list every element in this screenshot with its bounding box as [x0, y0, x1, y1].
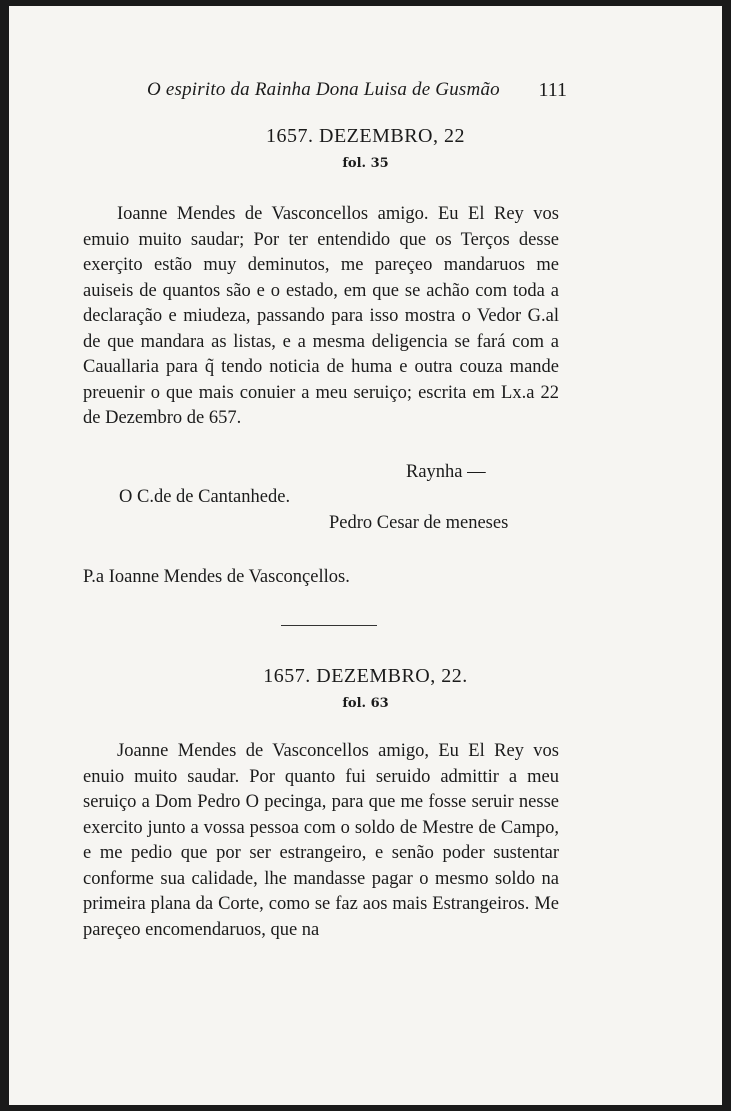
entry-heading: 1657. DEZEMBRO, 22: [266, 125, 465, 147]
book-page: [9, 6, 722, 1105]
letter-body: Joanne Mendes de Vasconcellos amigo, Eu El Rey vos enuio muito saudar. Por quanto fui seruido admittir a meu seruiço a Dom Pedro O pecinga, para que me fosse seruir nesse exercito junto a vossa pessoa com o soldo de Mestre de Campo, e me pedio que por ser estrangeiro, e senão poder sustentar conforme sua calidade, lhe mandasse pagar o mesmo soldo na primeira plana da Corte, como se faz aos mais Estrangeiros. Me pareçeo encomendaruos, que na: [83, 741, 559, 940]
running-title: O espirito da Rainha Dona Luisa de Gusmão: [147, 79, 500, 100]
address-line: P.a Ioanne Mendes de Vasconçellos.: [83, 567, 350, 587]
section-divider: [281, 625, 377, 626]
entry-heading: 1657. DEZEMBRO, 22.: [263, 665, 468, 687]
secretary-name: Pedro Cesar de meneses: [329, 513, 509, 533]
page-header: [147, 79, 567, 105]
letter-body: Ioanne Mendes de Vasconcellos amigo. Eu El Rey vos emuio muito saudar; Por ter entendido que os Terços desse exerçito estão muy deminutos, me pareçeo mandaruos me auiseis de quantos são e o estado, em que se achão com toda a declaração e miudeza, passando para isso mostra o Vedor G.al de que mandara as listas, e a mesma deligencia se fará com a Cauallaria para q̃ tendo noticia de huma e outra couza mande preuenir o que mais conuier a meu seruiço; escrita em Lx.a 22 de Dezembro de 657.: [83, 204, 559, 428]
folio-reference: fol. 63: [342, 696, 389, 711]
signature: Raynha —: [406, 462, 486, 482]
folio-reference: fol. 35: [342, 156, 389, 171]
recipient-title: O C.de de Cantanhede.: [119, 487, 291, 507]
page-number: 111: [538, 79, 567, 101]
